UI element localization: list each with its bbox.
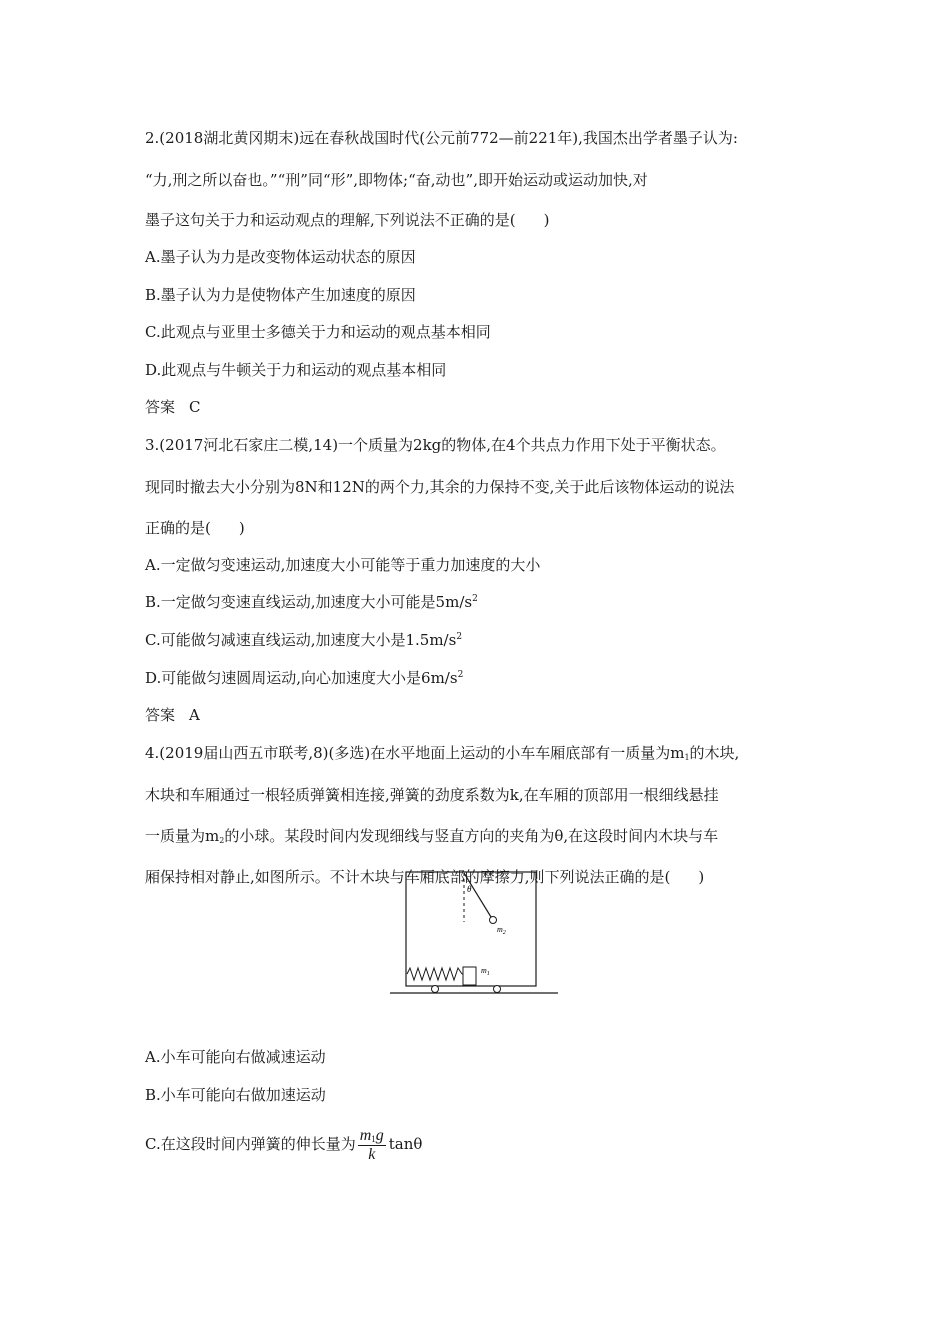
q2-answer-value: C (189, 398, 201, 416)
left-wheel (432, 986, 439, 993)
q3-answer-value: A (189, 706, 200, 724)
q2-option-a: A.墨子认为力是改变物体运动状态的原因 (145, 248, 416, 266)
q4-stem-line-1 (145, 743, 739, 763)
q3-option-d-exponent: 2 (457, 670, 464, 680)
q3-option-a: A.一定做匀变速运动,加速度大小可能等于重力加速度的大小 (145, 556, 541, 574)
q3-option-b (145, 592, 478, 612)
block-m1 (463, 967, 476, 985)
q3-stem-line-3 (145, 518, 245, 538)
q4-m2-subscript: 2 (219, 836, 225, 845)
theta-label: θ (467, 884, 472, 894)
q4-close-paren: ) (698, 868, 705, 886)
q2-stem-line-2: “力,刑之所以奋也。”“刑”同“形”,即物体;“奋,动也”,即开始运动或运动加快,对 (145, 171, 648, 189)
fraction-denominator: k (368, 1145, 376, 1163)
q4-stem-line-1-text: 4.(2019届山西五市联考,8)(多选)在水平地面上运动的小车车厢底部有一质量为m (145, 744, 685, 762)
q3-close-paren: ) (238, 519, 245, 537)
q4-stem-line-4-text: 厢保持相对静止,如图所示。不计木块与车厢底部的摩擦力,则下列说法正确的是( (145, 868, 671, 886)
q2-answer-label: 答案 (145, 398, 176, 416)
q4-option-b: B.小车可能向右做加速运动 (145, 1086, 326, 1104)
pendulum-string (464, 873, 491, 917)
fraction-numerator: $m_1g$ (359, 1126, 384, 1144)
ball-m2 (490, 917, 497, 924)
q3-option-d (145, 668, 463, 688)
q3-option-c (145, 630, 462, 650)
q4-m1-subscript: 1 (684, 753, 690, 762)
q2-stem-line-1: 2.(2018湖北黄冈期末)远在春秋战国时代(公元前772—前221年),我国杰出学者墨子认为: (145, 129, 738, 147)
q2-option-d: D.此观点与牛顿关于力和运动的观点基本相同 (145, 361, 447, 379)
q2-option-b: B.墨子认为力是使物体产生加速度的原因 (145, 286, 416, 304)
q3-option-c-exponent: 2 (456, 632, 463, 642)
q3-answer-label: 答案 (145, 706, 176, 724)
q2-close-paren: ) (543, 211, 550, 229)
cart-diagram (390, 870, 562, 1000)
m2-label: $m_2$ (497, 925, 506, 936)
q4-option-c-tan: tanθ (388, 1135, 423, 1153)
q2-option-c: C.此观点与亚里士多德关于力和运动的观点基本相同 (145, 323, 491, 341)
q3-answer (145, 705, 200, 725)
q3-stem-text: 正确的是( (145, 519, 211, 537)
q4-stem-line-2: 木块和车厢通过一根轻质弹簧相连接,弹簧的劲度系数为k,在车厢的顶部用一根细线悬挂 (145, 786, 719, 804)
right-wheel (494, 986, 501, 993)
q3-option-c-text: C.可能做匀减速直线运动,加速度大小是1.5m/s (145, 631, 457, 649)
q3-option-d-text: D.可能做匀速圆周运动,向心加速度大小是6m/s (145, 669, 458, 687)
q4-stem-line-3-text: 一质量为m (145, 827, 220, 845)
q4-stem-line-3 (145, 826, 718, 846)
spring (407, 968, 462, 980)
q4-option-c (145, 1124, 422, 1164)
q4-stem-line-1-tail: 的木块, (689, 744, 740, 762)
q2-answer (145, 397, 201, 417)
q3-stem-line-2: 现同时撤去大小分别为8N和12N的两个力,其余的力保持不变,关于此后该物体运动的说法 (145, 478, 735, 496)
q3-option-b-exponent: 2 (472, 594, 478, 604)
q4-option-c-text: C.在这段时间内弹簧的伸长量为 (145, 1135, 356, 1153)
q2-stem-line-3 (145, 210, 549, 230)
spring-extension-fraction (358, 1127, 386, 1164)
q4-stem-line-3-tail: 的小球。某段时间内发现细线与竖直方向的夹角为θ,在这段时间内木块与车 (224, 827, 719, 845)
q3-stem-line-1: 3.(2017河北石家庄二模,14)一个质量为2kg的物体,在4个共点力作用下处于平衡状态。 (145, 436, 726, 454)
m1-label: $m_1$ (481, 966, 490, 977)
q4-option-a: A.小车可能向右做减速运动 (145, 1048, 326, 1066)
q3-option-b-text: B.一定做匀变速直线运动,加速度大小可能是5m/s (145, 593, 473, 611)
q2-stem-text: 墨子这句关于力和运动观点的理解,下列说法不正确的是( (145, 211, 516, 229)
